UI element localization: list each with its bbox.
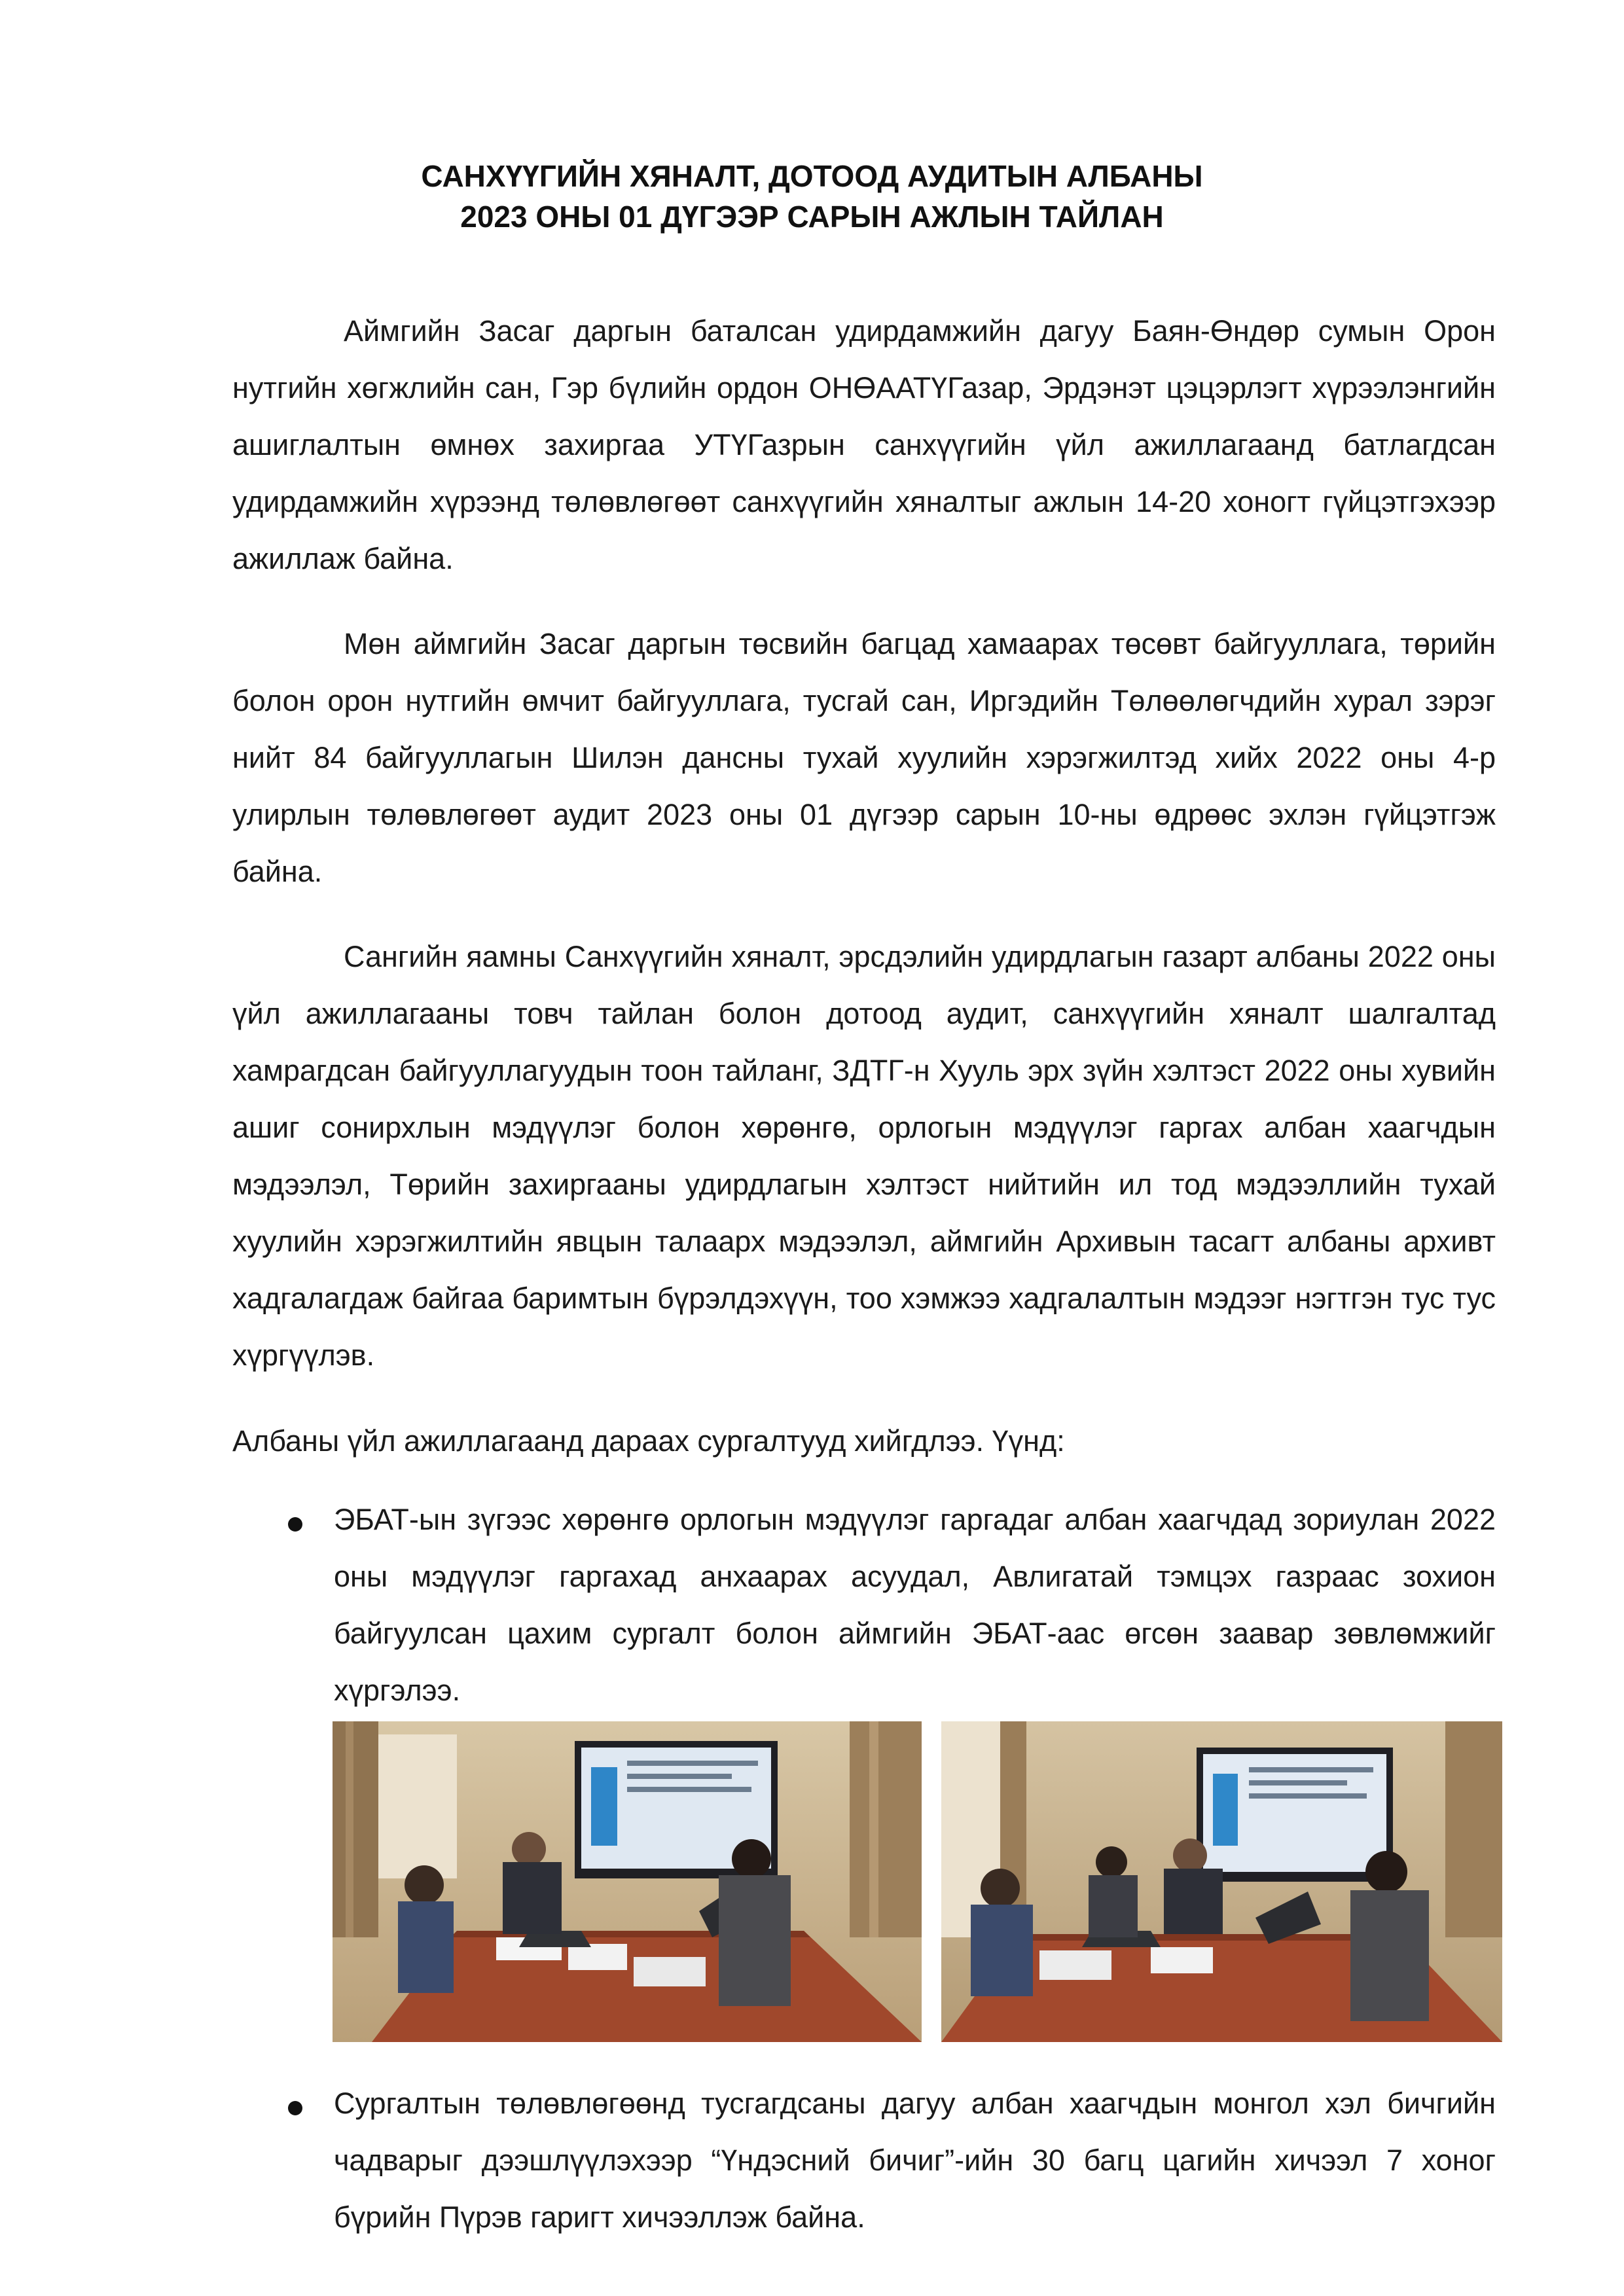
title-line-1: САНХҮҮГИЙН ХЯНАЛТ, ДОТООД АУДИТЫН АЛБАНЫ xyxy=(421,159,1203,193)
title-line-2: 2023 ОНЫ 01 ДҮГЭЭР САРЫН АЖЛЫН ТАЙЛАН xyxy=(460,200,1164,234)
bullet-item-2: Сургалтын төлөвлөгөөнд тусгагдсаны дагуу албан хаагчдын монгол хэл бичгийн чадварыг дээшлүүлэхээр “Үндэсний бичиг”-ийн 30 багц цагийн хичээл 7 хоног бүрийн Пүрэв гаригт хичээллэж байна. xyxy=(334,2087,1496,2234)
paragraph-4: Албаны үйл ажиллагаанд дараах сургалтууд хийгдлээ. Үүнд: xyxy=(232,1424,1065,1458)
paragraph-2: Мөн аймгийн Засаг даргын төсвийн багцад хамаарах төсөвт байгууллага, төрийн болон орон нутгийн өмчит байгууллага, тусгай сан, Иргэдийн Төлөөлөгчдийн хурал зэрэг нийт 84 байгууллагын Шилэн дансны тухай хуулийн хэрэгжилтэд хийх 2022 оны 4-р улирлын төлөвлөгөөт аудит 2023 оны 01 дүгээр сарын 10-ны өдрөөс эхлэн гүйцэтгэж байна. xyxy=(232,627,1496,888)
bullet-dot-icon xyxy=(288,1517,302,1532)
paragraph-3: Сангийн яамны Санхүүгийн хяналт, эрсдэлийн удирдлагын газарт албаны 2022 оны үйл ажиллагааны товч тайлан болон дотоод аудит, санхүүгийн хяналт шалгалтад хамрагдсан байгууллагуудын тоон тайланг, ЗДТГ-н Хууль эрх зүйн хэлтэст 2022 оны хувийн ашиг сонирхлын мэдүүлэг болон хөрөнгө, орлогын мэдүүлэг гаргах албан хаагчдын мэдээлэл, Төрийн захиргааны удирдлагын хэлтэст нийтийн ил тод мэдээллийн тухай хуулийн хэрэгжилтийн явцын талаарх мэдээлэл, аймгийн Архивын тасагт албаны архивт хадгалагдаж байгаа баримтын бүрэлдэхүүн, тоо хэмжээ хадгалалтын мэдээг нэгтгэн тус тус хүргүүлэв. xyxy=(232,940,1496,1372)
paragraph-1: Аймгийн Засаг даргын баталсан удирдамжийн дагуу Баян-Өндөр сумын Орон нутгийн хөгжлийн сан, Гэр бүлийн ордон ОНӨААТҮГазар, Эрдэнэт цэцэрлэгт хүрээлэнгийн ашиглалтын өмнөх захиргаа УТҮГазрын санхүүгийн үйл ажиллагаанд батлагдсан удирдамжийн хүрээнд төлөвлөгөөт санхүүгийн хяналтыг ажлын 14-20 хоногт гүйцэтгэхээр ажиллаж байна. xyxy=(232,314,1496,575)
training-photo-1 xyxy=(333,1721,922,2042)
bullet-item-1: ЭБАТ-ын зүгээс хөрөнгө орлогын мэдүүлэг гаргадаг албан хаагчдад зориулан 2022 оны мэдүүлэг гаргахад анхаарах асуудал, Авлигатай тэмцэх газраас зохион байгуулсан цахим сургалт болон аймгийн ЭБАТ-аас өгсөн заавар зөвлөмжийг хүргэлээ. xyxy=(334,1503,1496,1707)
training-meeting-photo-icon xyxy=(333,1721,922,2042)
training-meeting-photo-icon xyxy=(941,1721,1502,2042)
bullet-dot-icon xyxy=(288,2101,302,2115)
training-photo-2 xyxy=(941,1721,1502,2042)
document-title xyxy=(0,156,1624,237)
